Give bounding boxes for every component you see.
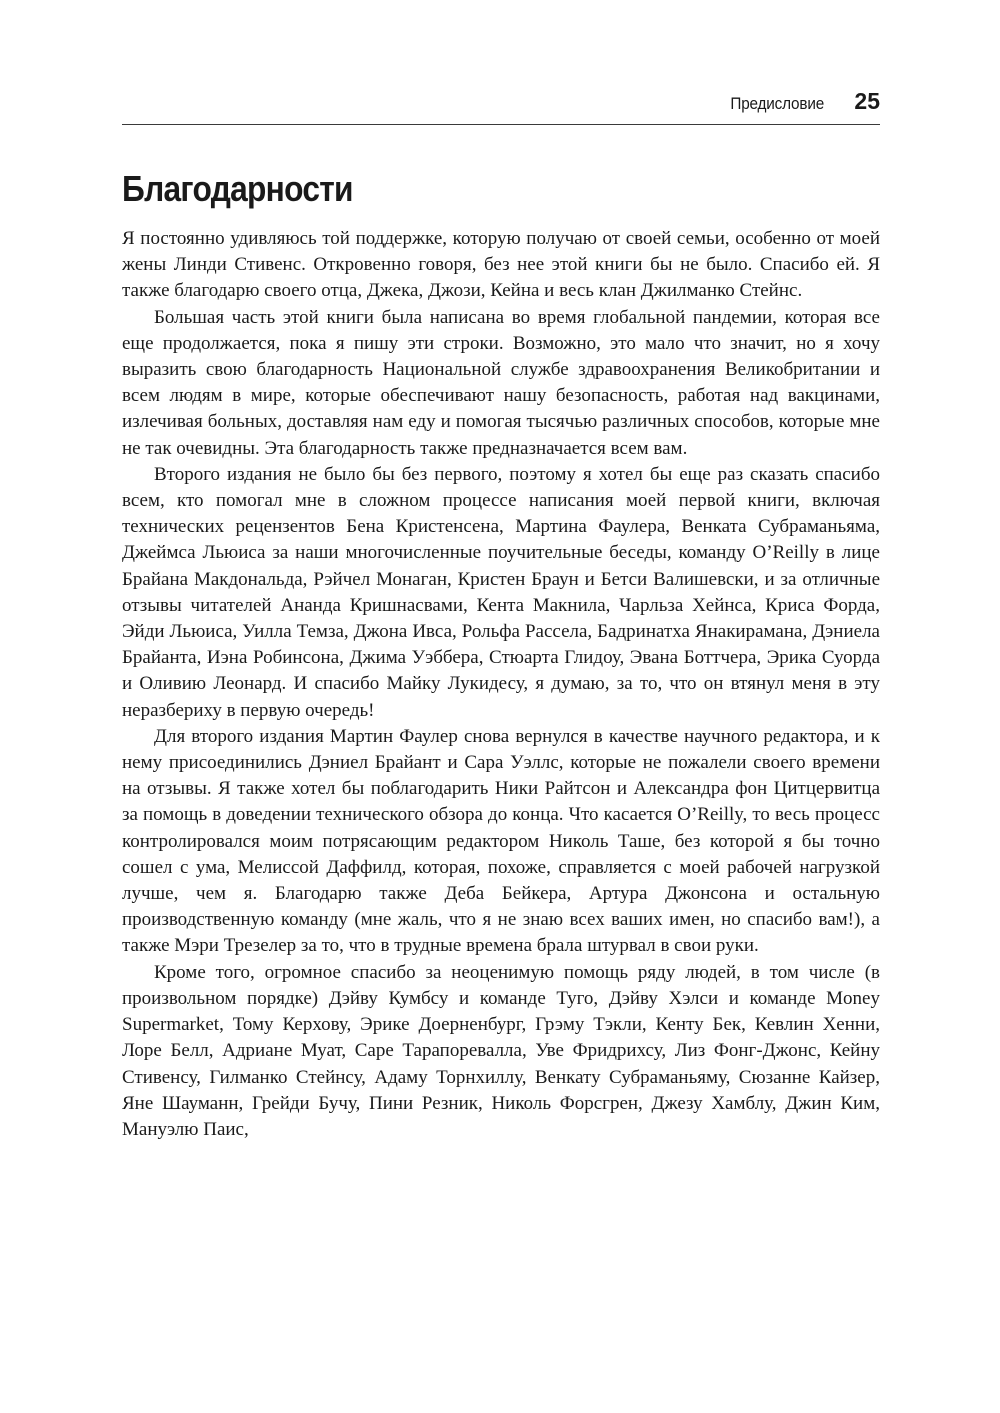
paragraph-1: Я постоянно удивляюсь той поддержке, которую получаю от своей семьи, особенно от моей жены Линди Стивенс. Откровенно говоря, без нее этой книги бы не было. Спасибо ей. Я также благодарю своего отца, Джека, Джози, Кейна и весь клан Джилманко Стейнс. — [122, 228, 880, 302]
header-rule — [122, 124, 880, 125]
page-number: 25 — [854, 88, 880, 114]
body-text — [122, 226, 880, 1143]
running-head — [122, 88, 880, 118]
paragraph-2: Большая часть этой книги была написана во время глобальной пандемии, которая все еще продолжается, пока я пишу эти строки. Возможно, это мало что значит, но я хочу выразить свою благодарность Национальной службе здравоохранения Великобритании и всем людям в мире, которые обеспечивают нашу безопасность, работая над вакцинами, излечивая больных, доставляя нам еду и помогая тысячью различных способов, которые мне не так очевидны. Эта благодарность также предназначается всем вам. — [122, 306, 880, 459]
running-head-section: Предисловие — [730, 94, 825, 113]
paragraph-5: Кроме того, огромное спасибо за неоценимую помощь ряду людей, в том числе (в произвольном порядке) Дэйву Кумбсу и команде Туго, Дэйву Хэлси и команде Money Supermarket, Тому Керхову, Эрике Доерненбург, Грэму Тэкли, Кенту Бек, Кевлин Хенни, Лоре Белл, Адриане Муат, Саре Тарапоревалла, Уве Фридрихсу, Лиз Фонг-Джонс, Кейну Стивенсу, Гилманко Стейнсу, Адаму Торнхиллу, Венкату Субраманьяму, Сюзанне Кайзер, Яне Шауманн, Грейди Бучу, Пини Резник, Николь Форсгрен, Джезу Хамблу, Джин Ким, Мануэлю Паис, — [122, 961, 880, 1140]
section-heading: Благодарности — [122, 168, 353, 209]
paragraph-3: Второго издания не было бы без первого, поэтому я хотел бы еще раз сказать спасибо всем, кто помогал мне в сложном процессе написания моей первой книги, включая технических рецензентов Бена Кристенсена, Мартина Фаулера, Венката Субраманьяма, Джеймса Льюиса за наши многочисленные поучительные беседы, команду O’Reilly в лице Брайана Макдональда, Рэйчел Монаган, Кристен Браун и Бетси Валишевски, и за отличные отзывы читателей Ананда Кришнасвами, Кента Макнила, Чарльза Хейнса, Криса Форда, Эйди Льюиса, Уилла Темза, Джона Ивса, Рольфа Рассела, Бадринатха Янакирамана, Дэниела Брайанта, Иэна Робинсона, Джима Уэббера, Стюарта Глидоу, Эвана Боттчера, Эрика Суорда и Оливию Леонард. И спасибо Майку Лукидесу, я думаю, за то, что он втянул меня в эту неразбериху в первую очередь! — [122, 463, 880, 721]
paragraph-4: Для второго издания Мартин Фаулер снова вернулся в качестве научного редактора, и к нему присоединились Дэниел Брайант и Сара Уэллс, которые не пожалели своего времени на отзывы. Я также хотел бы поблагодарить Ники Райтсон и Александра фон Цитцервитца за помощь в доведении технического обзора до конца. Что касается O’Reilly, то весь процесс контролировался моим потрясающим редактором Николь Таше, без которой я бы точно сошел с ума, Мелиссой Даффилд, которая, похоже, справляется с моей рабочей нагрузкой лучше, чем я. Благодарю также Деба Бейкера, Артура Джонсона и остальную производственную команду (мне жаль, что я не знаю всех ваших имен, но спасибо вам!), а также Мэри Трезелер за то, что в трудные времена брала штурвал в свои руки. — [122, 725, 880, 957]
